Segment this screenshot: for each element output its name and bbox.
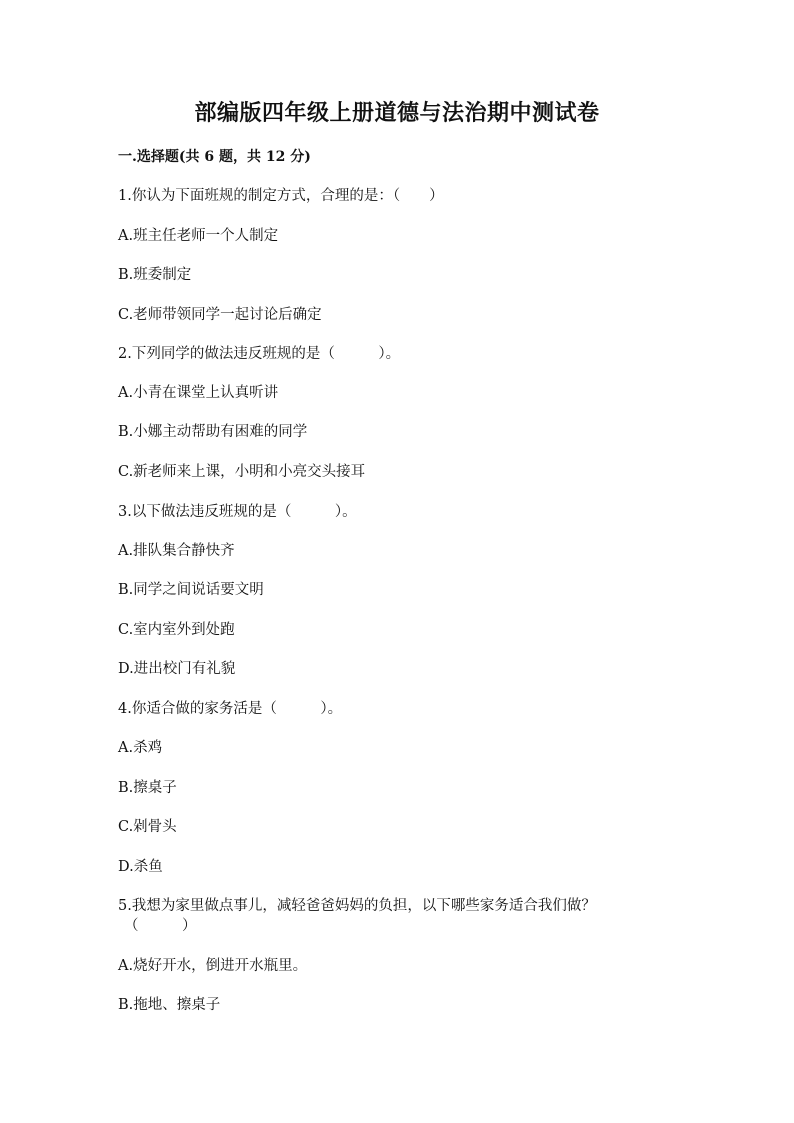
question-2-option-c: C.新老师来上课，小明和小亮交头接耳 bbox=[118, 464, 366, 480]
section-header: 一.选择题(共 6 题，共 12 分) bbox=[118, 149, 311, 165]
question-5-option-b: B.拖地、擦桌子 bbox=[118, 997, 221, 1013]
question-1-option-a: A.班主任老师一个人制定 bbox=[118, 228, 279, 244]
question-1-option-c: C.老师带领同学一起讨论后确定 bbox=[118, 307, 322, 323]
question-1-option-b: B.班委制定 bbox=[118, 267, 192, 283]
question-2-option-b: B.小娜主动帮助有困难的同学 bbox=[118, 424, 308, 440]
page-title: 部编版四年级上册道德与法治期中测试卷 bbox=[194, 100, 600, 126]
question-5-stem-continued: （ ） bbox=[124, 918, 197, 934]
question-2-option-a: A.小青在课堂上认真听讲 bbox=[118, 385, 279, 401]
question-4-option-b: B.擦桌子 bbox=[118, 780, 177, 796]
question-4-option-a: A.杀鸡 bbox=[118, 740, 163, 756]
question-3-option-c: C.室内室外到处跑 bbox=[118, 622, 235, 638]
question-4-option-d: D.杀鱼 bbox=[118, 859, 163, 875]
question-4-option-c: C.剁骨头 bbox=[118, 819, 177, 835]
question-3-option-b: B.同学之间说话要文明 bbox=[118, 582, 264, 598]
question-1-stem: 1.你认为下面班规的制定方式，合理的是：（ ） bbox=[118, 188, 444, 204]
question-3-option-d: D.进出校门有礼貌 bbox=[118, 661, 236, 677]
question-5-option-a: A.烧好开水，倒进开水瓶里。 bbox=[118, 958, 308, 974]
question-3-stem: 3.以下做法违反班规的是（ ）。 bbox=[118, 504, 357, 520]
question-2-stem: 2.下列同学的做法违反班规的是（ ）。 bbox=[118, 346, 401, 362]
question-4-stem: 4.你适合做的家务活是（ ）。 bbox=[118, 701, 343, 717]
question-5-stem: 5.我想为家里做点事儿，减轻爸爸妈妈的负担，以下哪些家务适合我们做？ bbox=[118, 898, 596, 914]
question-3-option-a: A.排队集合静快齐 bbox=[118, 543, 235, 559]
